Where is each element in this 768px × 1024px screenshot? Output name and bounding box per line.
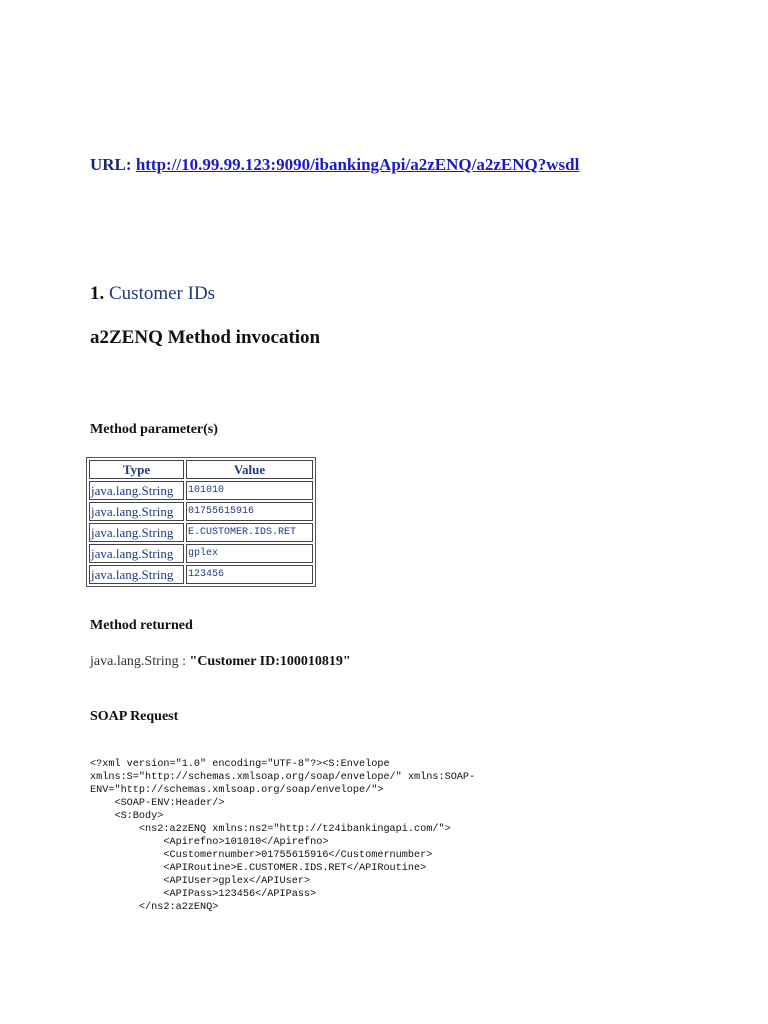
param-value-cell: 01755615916 [186,502,313,521]
xml-line: <ns2:a2zENQ xmlns:ns2="http://t24ibankingapi.com/"> [90,824,451,835]
soap-request-heading: SOAP Request [90,709,179,724]
param-type-cell: java.lang.String [89,502,184,521]
table-row [89,565,313,584]
method-parameters-heading: Method parameter(s) [90,422,218,437]
section-number: 1. [90,283,105,304]
table-row [89,544,313,563]
table-header-row [89,460,313,479]
method-invocation-title: a2ZENQ Method invocation [90,327,321,348]
section-title-link[interactable]: Customer IDs [109,283,216,304]
xml-line: <APIRoutine>E.CUSTOMER.IDS.RET</APIRoutine> [90,863,427,874]
section-heading [90,283,215,305]
anchor-dot-icon: · [100,378,103,387]
param-value-cell: 123456 [186,565,313,584]
return-type: java.lang.String : [90,654,187,669]
anchor-dot-icon: · [100,740,103,749]
method-parameters-table [86,457,316,587]
param-value-cell: E.CUSTOMER.IDS.RET [186,523,313,542]
method-returned-value [90,654,351,670]
xml-line: <?xml version="1.0" encoding="UTF-8"?><S:Envelope [90,759,390,770]
xml-line: </ns2:a2zENQ> [90,902,219,913]
table-row [89,523,313,542]
param-type-cell: java.lang.String [89,523,184,542]
return-value: "Customer ID:100010819" [189,654,351,669]
column-header-value: Value [186,460,313,479]
xml-line: <APIPass>123456</APIPass> [90,889,317,900]
xml-line: <APIUser>gplex</APIUser> [90,876,311,887]
param-value-cell: gplex [186,544,313,563]
xml-line: <S:Body> [90,811,164,822]
column-header-type: Type [89,460,184,479]
xml-line: <Apirefno>101010</Apirefno> [90,837,329,848]
xml-line: xmlns:S="http://schemas.xmlsoap.org/soap/envelope/" xmlns:SOAP- [90,772,476,783]
table-row [89,481,313,500]
param-type-cell: java.lang.String [89,544,184,563]
soap-request-xml [90,758,475,914]
url-label: URL: [90,155,132,174]
xml-line: <SOAP-ENV:Header/> [90,798,225,809]
wsdl-url-link[interactable]: http://10.99.99.123:9090/ibankingApi/a2zENQ/a2zENQ?wsdl [135,155,580,174]
method-returned-heading: Method returned [90,618,193,633]
xml-line: <Customernumber>01755615916</Customernumber> [90,850,433,861]
table-row [89,502,313,521]
param-type-cell: java.lang.String [89,481,184,500]
xml-line: ENV="http://schemas.xmlsoap.org/soap/envelope/"> [90,785,384,796]
wsdl-url-line [90,155,579,175]
param-value-cell: 101010 [186,481,313,500]
param-type-cell: java.lang.String [89,565,184,584]
